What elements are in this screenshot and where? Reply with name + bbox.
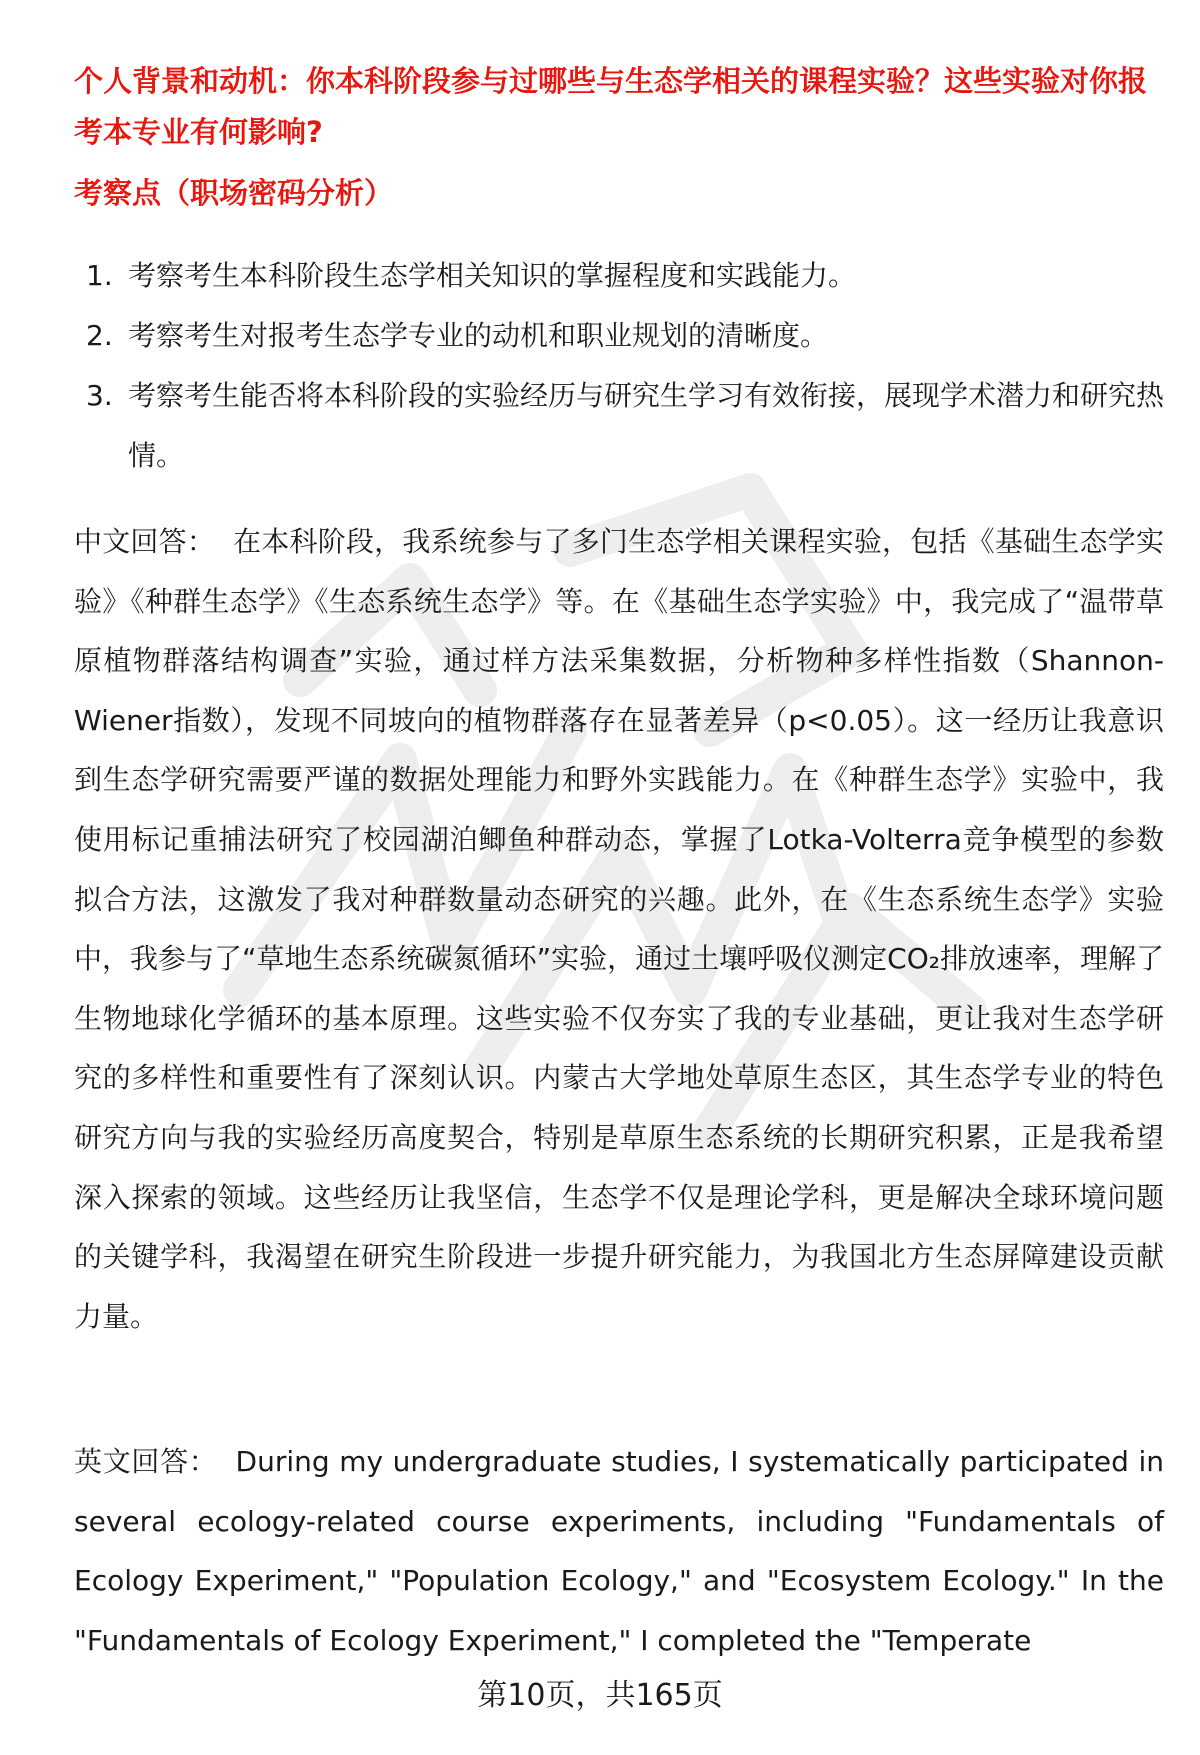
english-answer-text: During my undergraduate studies, I systematically participated in several ecology-related course experiments, including "Fundamentals of Ecology Experiment," "Population Ecology," and "Ecosystem Ecology." In the "Fundamentals of Ecology Experiment," I completed the "Temperate	[74, 1445, 1164, 1657]
english-answer	[74, 1432, 1164, 1670]
analysis-point-number: 2.	[86, 319, 113, 352]
chinese-answer-text: 在本科阶段，我系统参与了多门生态学相关课程实验，包括《基础生态学实验》《种群生态学》《生态系统生态学》等。在《基础生态学实验》中，我完成了“温带草原植物群落结构调查”实验，通过样方法采集数据，分析物种多样性指数（Shannon-Wiener指数），发现不同坡向的植物群落存在显著差异（p<0.05）。这一经历让我意识到生态学研究需要严谨的数据处理能力和野外实践能力。在《种群生态学》实验中，我使用标记重捕法研究了校园湖泊鲫鱼种群动态，掌握了Lotka-Volterra竞争模型的参数拟合方法，这激发了我对种群数量动态研究的兴趣。此外，在《生态系统生态学》实验中，我参与了“草地生态系统碳氮循环”实验，通过土壤呼吸仪测定CO₂排放速率，理解了生物地球化学循环的基本原理。这些实验不仅夯实了我的专业基础，更让我对生态学研究的多样性和重要性有了深刻认识。内蒙古大学地处草原生态区，其生态学专业的特色研究方向与我的实验经历高度契合，特别是草原生态系统的长期研究积累，正是我希望深入探索的领域。这些经历让我坚信，生态学不仅是理论学科，更是解决全球环境问题的关键学科，我渴望在研究生阶段进一步提升研究能力，为我国北方生态屏障建设贡献力量。	[74, 525, 1164, 1333]
analysis-point-text: 考察考生能否将本科阶段的实验经历与研究生学习有效衔接，展现学术潜力和研究热情。	[128, 379, 1165, 472]
analysis-point-text: 考察考生对报考生态学专业的动机和职业规划的清晰度。	[128, 319, 829, 352]
english-answer-label: 英文回答：	[74, 1445, 218, 1478]
analysis-heading: 考察点（职场密码分析）	[74, 176, 394, 210]
analysis-point-2	[74, 306, 1164, 366]
analysis-point-text: 考察考生本科阶段生态学相关知识的掌握程度和实践能力。	[128, 259, 857, 292]
chinese-answer	[74, 512, 1164, 1346]
analysis-point-1	[74, 246, 1164, 306]
question-title: 个人背景和动机：你本科阶段参与过哪些与生态学相关的课程实验？这些实验对你报考本专业有何影响?	[74, 64, 1148, 149]
analysis-points-list	[74, 246, 1164, 486]
analysis-point-number: 1.	[86, 259, 113, 292]
analysis-point-3	[74, 366, 1164, 486]
chinese-answer-label: 中文回答：	[74, 525, 216, 558]
page-number-footer: 第10页，共165页	[477, 1678, 723, 1713]
analysis-point-number: 3.	[86, 379, 113, 412]
